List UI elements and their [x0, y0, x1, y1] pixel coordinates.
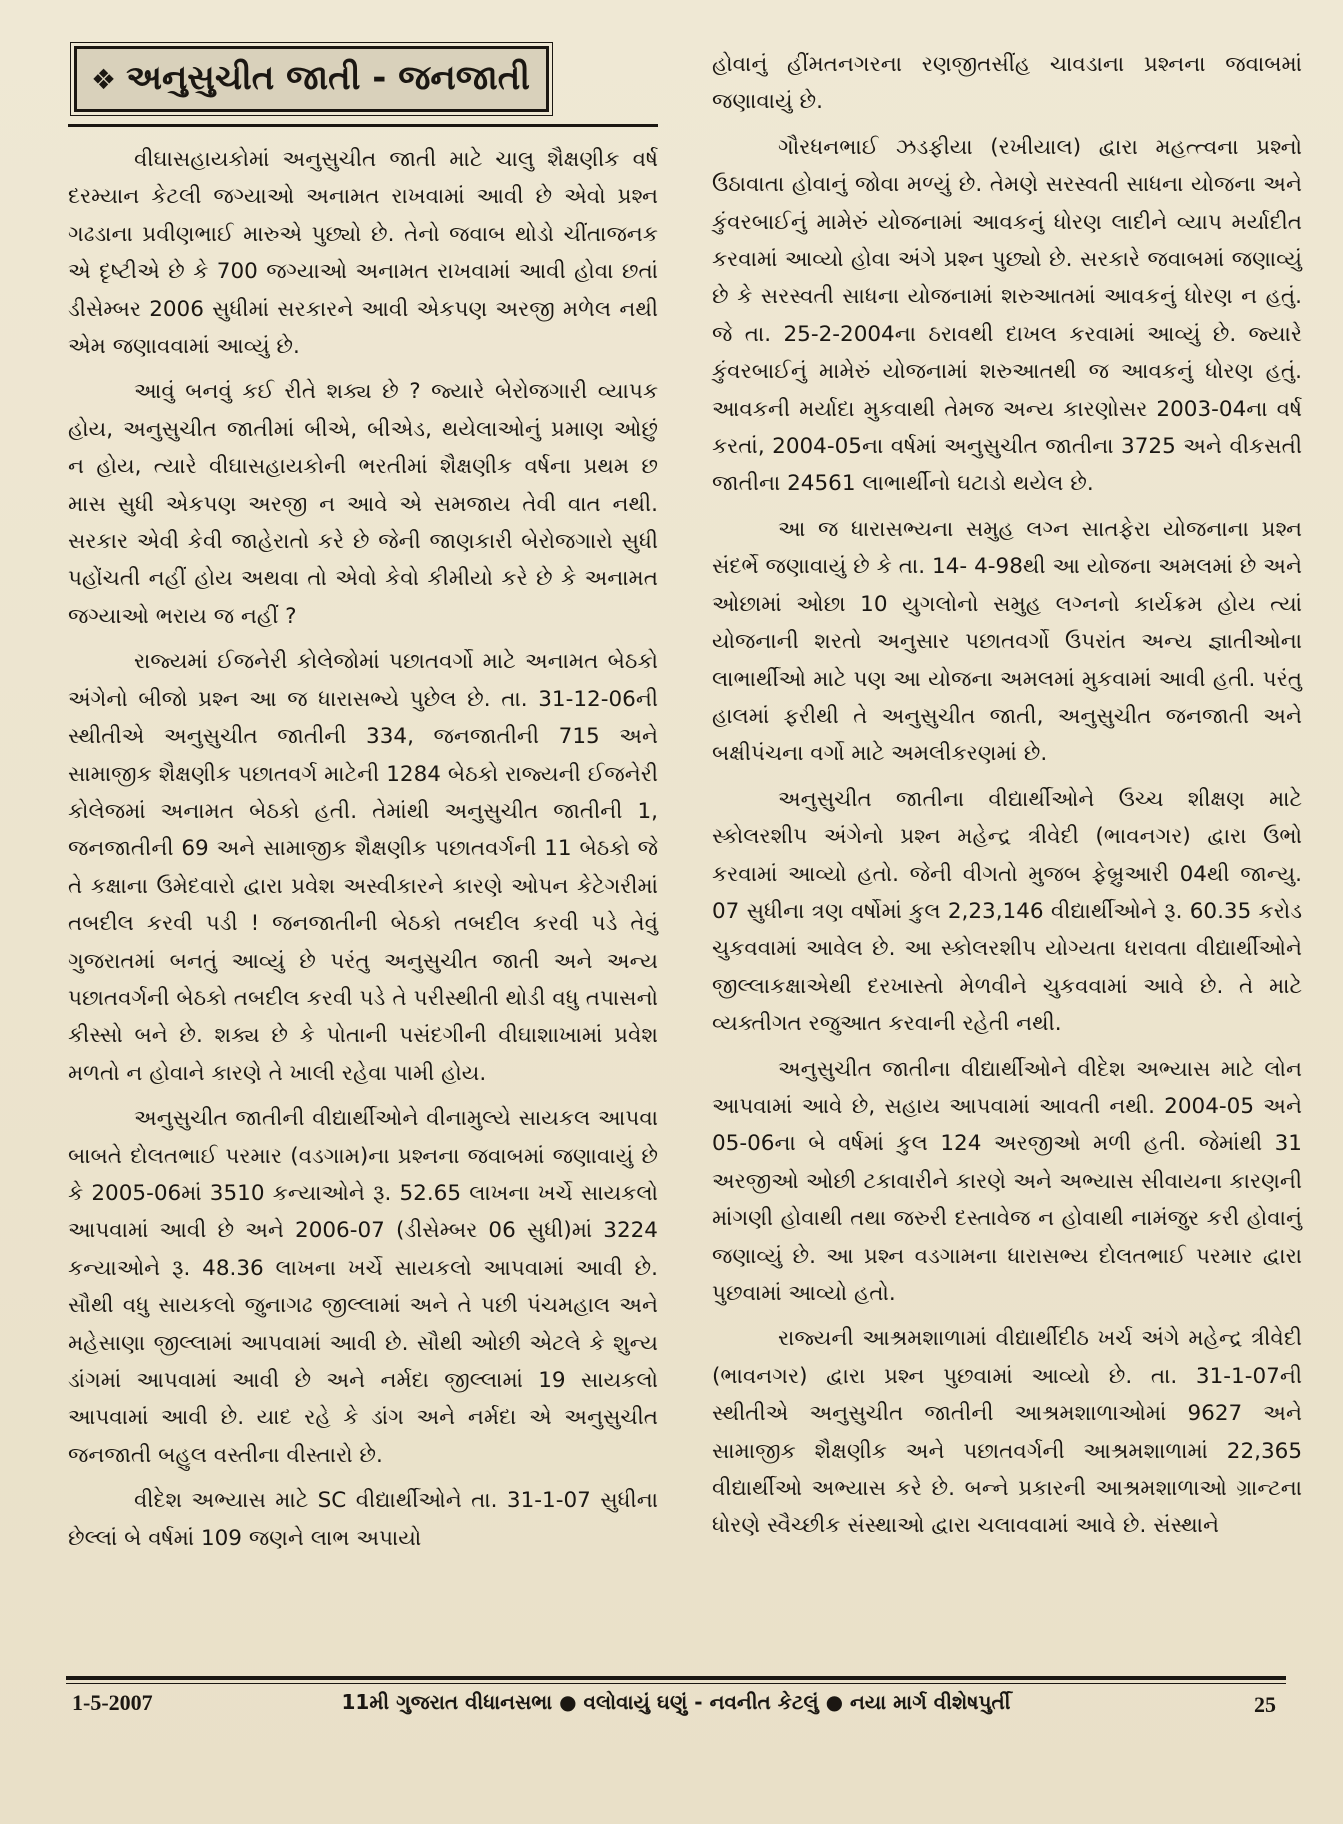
left-paragraph-1: વીઘાસહાયકોમાં અનુસુચીત જાતી માટે ચાલુ શૈક્ષણીક વર્ષ દરમ્યાન કેટલી જગ્યાઓ અનામત રાખવામાં આવી છે એવો પ્રશ્ન ગઢડાના પ્રવીણભાઈ મારુએ પુછ્યો છે. તેનો જવાબ થોડો ચીંતાજનક એ દૃષ્ટીએ છે કે 700 જગ્યાઓ અનામત રાખવામાં આવી હોવા છતાં ડીસેમ્બર 2006 સુધીમાં સરકારને આવી એકપણ અરજી મળેલ નથી એમ જણાવવામાં આવ્યું છે. — [68, 147, 658, 360]
diamond-bullet-icon: ❖ — [91, 63, 117, 96]
page-number: 25 — [1254, 1692, 1276, 1717]
title-divider — [68, 124, 658, 127]
footer-publication: 11મી ગુજરાત વીધાનસભા ● વલોવાયું ઘણું - નવનીત કેટલું ● નયા માર્ગ વીશેષપુર્તી — [341, 1690, 1011, 1714]
right-paragraph-2: આ જ ધારાસભ્યના સમુહ લગ્ન સાતફેરા યોજનાના પ્રશ્ન સંદર્ભે જણાવાયું છે કે તા. 14- 4-98થી આ યોજના અમલમાં છે અને ઓછામાં ઓછા 10 યુગલોનો સમુહ લગ્નનો કાર્યક્રમ હોય ત્યાં યોજનાની શરતો અનુસાર પછાતવર્ગો ઉપરાંત અન્ય જ્ઞાતીઓના લાભાર્થીઓ માટે પણ આ યોજના અમલમાં મુકવામાં આવી હતી. પરંતુ હાલમાં ફરીથી તે અનુસુચીત જાતી, અનુસુચીત જનજાતી અને બક્ષીપંચના વર્ગો માટે અમલીકરણમાં છે. — [712, 516, 1302, 767]
right-paragraph-4: અનુસુચીત જાતીના વીદ્યાર્થીઓને વીદેશ અભ્યાસ માટે લોન આપવામાં આવે છે, સહાય આપવામાં આવતી નથી. 2004-05 અને 05-06ના બે વર્ષમાં કુલ 124 અરજીઓ મળી હતી. જેમાંથી 31 અરજીઓ ઓછી ટકાવારીને કારણે અને અભ્યાસ સીવાયના કારણની માંગણી હોવાથી તથા જરુરી દસ્તાવેજ ન હોવાથી નામંજુર કરી હોવાનું જણાવ્યું છે. આ પ્રશ્ન વડગામના ધારાસભ્ય દોલતભાઈ પરમાર દ્વારા પુછવામાં આવ્યો હતો. — [712, 1056, 1302, 1306]
footer-divider-thin — [66, 1683, 1286, 1684]
right-continuation: હોવાનું હીંમતનગરના રણજીતસીંહ ચાવડાના પ્રશ્નના જવાબમાં જણાવાયું છે. — [712, 52, 1302, 115]
left-column — [68, 40, 658, 1557]
section-title: અનુસુચીત જાતી - જનજાતી — [126, 58, 531, 98]
right-paragraph-1: ગૌરધનભાઈ ઝડફીયા (રખીયાલ) દ્વારા મહત્ત્વના પ્રશ્નો ઉઠાવાતા હોવાનું જોવા મળ્યું છે. તેમણે સરસ્વતી સાધના યોજના અને કુંવરબાઈનું મામેરું યોજનામાં આવકનું ધોરણ લાદીને વ્યાપ મર્યાદીત કરવામાં આવ્યો હોવા અંગે પ્રશ્ન પુછ્યો છે. સરકારે જવાબમાં જણાવ્યું છે કે સરસ્વતી સાધના યોજનામાં શરુઆતમાં આવકનું ધોરણ ન હતું. જે તા. 25-2-2004ના ઠરાવથી દાખલ કરવામાં આવ્યું છે. જ્યારે કુંવરબાઈનું મામેરું યોજનામાં શરુઆતથી જ આવકનું ધોરણ હતું. આવકની મર્યાદા મુકવાથી તેમજ અન્ય કારણોસર 2003-04ના વર્ષ કરતાં, 2004-05ના વર્ષમાં અનુસુચીત જાતીના 3725 અને વીકસતી જાતીના 24561 લાભાર્થીનો ઘટાડો થયેલ છે. — [712, 134, 1302, 497]
right-column — [712, 46, 1302, 1545]
left-paragraph-4: અનુસુચીત જાતીની વીદ્યાર્થીઓને વીનામુલ્યે સાયકલ આપવા બાબતે દોલતભાઈ પરમાર (વડગામ)ના પ્રશ્નના જવાબમાં જણાવાયું છે કે 2005-06માં 3510 કન્યાઓને રૂ. 52.65 લાખના ખર્ચે સાયકલો આપવામાં આવી છે અને 2006-07 (ડીસેમ્બર 06 સુધી)માં 3224 કન્યાઓને રૂ. 48.36 લાખના ખર્ચે સાયકલો આપવામાં આવી છે. સૌથી વધુ સાયકલો જુનાગઢ જીલ્લામાં અને તે પછી પંચમહાલ અને મહેસાણા જીલ્લામાં આપવામાં આવી છે. સૌથી ઓછી એટલે કે શુન્ય ડાંગમાં આપવામાં આવી છે અને નર્મદા જીલ્લામાં 19 સાયકલો આપવામાં આવી છે. યાદ રહે કે ડાંગ અને નર્મદા એ અનુસુચીત જનજાતી બહુલ વસ્તીના વીસ્તારો છે. — [68, 1106, 658, 1468]
footer-date: 1-5-2007 — [72, 1690, 153, 1715]
left-paragraph-5: વીદેશ અભ્યાસ માટે SC વીદ્યાર્થીઓને તા. 31-1-07 સુધીના છેલ્લાં બે વર્ષમાં 109 જણને લાભ અપાયો — [68, 1488, 658, 1551]
left-paragraph-3: રાજ્યમાં ઈજનેરી કોલેજોમાં પછાતવર્ગો માટે અનામત બેઠકો અંગેનો બીજો પ્રશ્ન આ જ ધારાસભ્યે પુછેલ છે. તા. 31-12-06ની સ્થીતીએ અનુસુચીત જાતીની 334, જનજાતીની 715 અને સામાજીક શૈક્ષણીક પછાતવર્ગ માટેની 1284 બેઠકો રાજ્યની ઈજનેરી કોલેજમાં અનામત બેઠકો હતી. તેમાંથી અનુસુચીત જાતીની 1, જનજાતીની 69 અને સામાજીક શૈક્ષણીક પછાતવર્ગની 11 બેઠકો જે તે કક્ષાના ઉમેદવારો દ્વારા પ્રવેશ અસ્વીકારને કારણે ઓપન કેટેગરીમાં તબદીલ કરવી પડી ! જનજાતીની બેઠકો તબદીલ કરવી પડે તેવું ગુજરાતમાં બનતું આવ્યું છે પરંતુ અનુસુચીત જાતી અને અન્ય પછાતવર્ગની બેઠકો તબદીલ કરવી પડે તે પરીસ્થીતી થોડી વધુ તપાસનો કીસ્સો બને છે. શક્ય છે કે પોતાની પસંદગીની વીઘાશાખામાં પ્રવેશ મળતો ન હોવાને કારણે તે ખાલી રહેવા પામી હોય. — [68, 649, 658, 1086]
page-footer — [66, 1690, 1286, 1730]
right-paragraph-3: અનુસુચીત જાતીના વીદ્યાર્થીઓને ઉચ્ચ શીક્ષણ માટે સ્કોલરશીપ અંગેનો પ્રશ્ન મહેન્દ્ર ત્રીવેદી (ભાવનગર) દ્વારા ઉભો કરવામાં આવ્યો હતો. જેની વીગતો મુજબ ફેબ્રુઆરી 04થી જાન્યુ. 07 સુધીના ત્રણ વર્ષોમાં કુલ 2,23,146 વીદ્યાર્થીઓને રૂ. 60.35 કરોડ ચુકવવામાં આવેલ છે. આ સ્કોલરશીપ યોગ્યતા ધરાવતા વીદ્યાર્થીઓને જીલ્લાકક્ષાએથી દરખાસ્તો મેળવીને ચુકવવામાં આવે છે. તે માટે વ્યક્તીગત રજુઆત કરવાની રહેતી નથી. — [712, 786, 1302, 1037]
left-paragraph-2: આવું બનવું કઈ રીતે શક્ય છે ? જ્યારે બેરોજગારી વ્યાપક હોય, અનુસુચીત જાતીમાં બીએ, બીએડ, થયેલાઓનું પ્રમાણ ઓછું ન હોય, ત્યારે વીઘાસહાયકોની ભરતીમાં શૈક્ષણીક વર્ષના પ્રથમ છ માસ સુધી એકપણ અરજી ન આવે એ સમજાય તેવી વાત નથી. સરકાર એવી કેવી જાહેરાતો કરે છે જેની જાણકારી બેરોજગારો સુધી પહોંચતી નહીં હોય અથવા તો એવો કેવો કીમીયો કરે છે કે અનામત જગ્યાઓ ભરાય જ નહીં ? — [68, 379, 658, 629]
right-paragraph-5: રાજ્યની આશ્રમશાળામાં વીદ્યાર્થીદીઠ ખર્ચ અંગે મહેન્દ્ર ત્રીવેદી (ભાવનગર) દ્વારા પ્રશ્ન પુછવામાં આવ્યો છે. તા. 31-1-07ની સ્થીતીએ અનુસુચીત જાતીની આશ્રમશાળાઓમાં 9627 અને સામાજીક શૈક્ષણીક અને પછાતવર્ગની આશ્રમશાળામાં 22,365 વીદ્યાર્થીઓ અભ્યાસ કરે છે. બન્ને પ્રકારની આશ્રમશાળાઓ ગ્રાન્ટના ધોરણે સ્વૈચ્છીક સંસ્થાઓ દ્વારા ચલાવવામાં આવે છે. સંસ્થાને — [712, 1326, 1302, 1539]
section-title-box — [74, 46, 549, 112]
footer-divider — [66, 1676, 1286, 1680]
